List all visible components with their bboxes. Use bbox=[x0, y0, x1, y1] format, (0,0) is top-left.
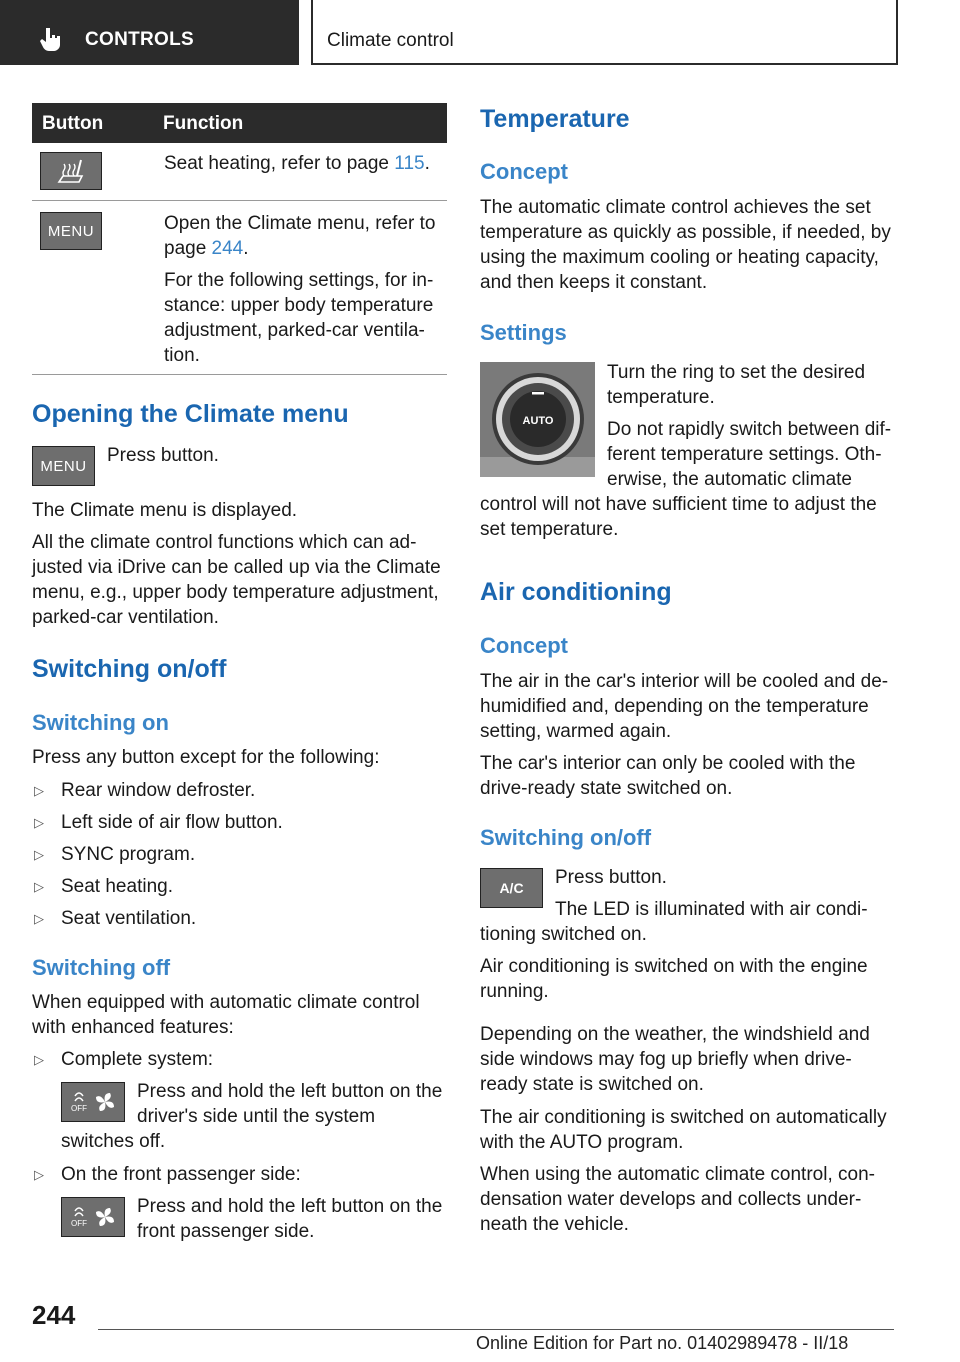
page-link-244[interactable]: 244 bbox=[211, 238, 244, 259]
bullet-triangle-icon: ▷ bbox=[34, 783, 44, 798]
chapter-tab bbox=[311, 0, 898, 65]
rapid-line4: control will not have sufficient time to adjust the bbox=[480, 494, 877, 515]
rapid-line1: Do not rapidly switch between dif- bbox=[607, 419, 892, 440]
menu-button-icon: MENU bbox=[32, 446, 95, 486]
concept1-line2: temperature as quickly as possible, if needed, by bbox=[480, 222, 891, 243]
settings-heading: Settings bbox=[480, 320, 567, 345]
equipped-line2: with enhanced features: bbox=[32, 1017, 234, 1038]
turn-line2: temperature. bbox=[607, 387, 715, 408]
auto-program-line2: with the AUTO program. bbox=[480, 1132, 684, 1153]
turn-line1: Turn the ring to set the desired bbox=[607, 362, 866, 383]
led-line2: tioning switched on. bbox=[480, 924, 647, 945]
list-item: Rear window defroster. bbox=[61, 780, 256, 801]
bullet-triangle-icon: ▷ bbox=[34, 815, 44, 830]
row2-note-3: adjustment, parked-car ventila- bbox=[164, 320, 425, 341]
concept2-line3: setting, warmed again. bbox=[480, 721, 672, 742]
all-functions-line2: justed via iDrive can be called up via the Climate bbox=[32, 557, 441, 578]
bullet-triangle-icon: ▷ bbox=[34, 1052, 44, 1067]
auto-label: AUTO bbox=[522, 415, 554, 427]
auto-program-line1: The air conditioning is switched on automatically bbox=[480, 1107, 887, 1128]
table-header bbox=[32, 103, 447, 143]
hand-pointer-icon bbox=[38, 26, 64, 52]
condensation-line3: neath the vehicle. bbox=[480, 1214, 629, 1235]
list-item: Seat heating. bbox=[61, 876, 173, 897]
menu-button-icon: MENU bbox=[40, 212, 102, 250]
list-item: Left side of air flow button. bbox=[61, 812, 283, 833]
bullet-triangle-icon: ▷ bbox=[34, 911, 44, 926]
air-conditioning-heading: Air conditioning bbox=[480, 578, 672, 606]
col-function-header: Function bbox=[163, 113, 244, 134]
opening-climate-menu-heading: Opening the Climate menu bbox=[32, 400, 349, 428]
footer-rule bbox=[98, 1329, 894, 1330]
bullet-triangle-icon: ▷ bbox=[34, 847, 44, 862]
cooled-line1: The car's interior can only be cooled with the bbox=[480, 753, 856, 774]
concept1-line3: using the maximum cooling or heating capacity, bbox=[480, 247, 879, 268]
rapid-line2: ferent temperature settings. Oth- bbox=[607, 444, 882, 465]
row2-suffix: . bbox=[243, 238, 249, 259]
front-line1: Press and hold the left button on the bbox=[137, 1196, 443, 1217]
menu-displayed-text: The Climate menu is displayed. bbox=[32, 500, 298, 521]
press-any-text: Press any button except for the following: bbox=[32, 747, 380, 768]
weather-line1: Depending on the weather, the windshield and bbox=[480, 1024, 870, 1045]
bullet-triangle-icon: ▷ bbox=[34, 1167, 44, 1182]
row2-text: Open the Climate menu, refer to bbox=[164, 213, 436, 234]
equipped-line1: When equipped with automatic climate control bbox=[32, 992, 420, 1013]
row2-note-1: For the following settings, for in- bbox=[164, 270, 434, 291]
ac-press-button-text: Press button. bbox=[555, 867, 667, 888]
press-button-text: Press button. bbox=[107, 445, 219, 466]
edition-text: Online Edition for Part no. 01402989478 - II/18 bbox=[476, 1333, 849, 1353]
concept-heading: Concept bbox=[480, 159, 568, 184]
condensation-line1: When using the automatic climate control, con- bbox=[480, 1164, 875, 1185]
front-line2: front passenger side. bbox=[137, 1221, 315, 1242]
complete-line3: switches off. bbox=[61, 1131, 166, 1152]
switching-on-heading: Switching on bbox=[32, 710, 169, 735]
page-link-115[interactable]: 115 bbox=[394, 153, 425, 174]
seat-heating-icon bbox=[40, 152, 102, 190]
section-tab bbox=[0, 0, 299, 65]
row2-note-4: tion. bbox=[164, 345, 200, 366]
weather-line3: ready state is switched on. bbox=[480, 1074, 704, 1095]
table-bottom-rule bbox=[32, 374, 447, 375]
all-functions-line4: parked-car ventilation. bbox=[32, 607, 219, 628]
condensation-line2: densation water develops and collects under- bbox=[480, 1189, 862, 1210]
row2-note-2: stance: upper body temperature bbox=[164, 295, 434, 316]
concept1-line1: The automatic climate control achieves the set bbox=[480, 197, 871, 218]
engine-line2: running. bbox=[480, 981, 549, 1002]
ac-button-icon: A/C bbox=[480, 868, 543, 908]
fan-off-button-icon bbox=[61, 1197, 125, 1237]
list-item: SYNC program. bbox=[61, 844, 196, 865]
rapid-line3: erwise, the automatic climate bbox=[607, 469, 852, 490]
page-number: 244 bbox=[32, 1300, 76, 1330]
all-functions-line3: menu, e.g., upper body temperature adjustment, bbox=[32, 582, 439, 603]
concept1-line4: and then keeps it constant. bbox=[480, 272, 708, 293]
concept-heading: Concept bbox=[480, 633, 568, 658]
list-item: Seat ventilation. bbox=[61, 908, 197, 929]
complete-line1: Press and hold the left button on the bbox=[137, 1081, 443, 1102]
temperature-heading: Temperature bbox=[480, 105, 630, 133]
concept2-line2: humidified and, depending on the temperature bbox=[480, 696, 869, 717]
fan-off-button-icon bbox=[61, 1082, 125, 1122]
row1-suffix: . bbox=[424, 153, 430, 174]
section-title: CONTROLS bbox=[85, 29, 195, 50]
front-passenger-text: On the front passenger side: bbox=[61, 1164, 301, 1185]
weather-line2: side windows may fog up briefly when drive- bbox=[480, 1049, 852, 1070]
concept2-line1: The air in the car's interior will be cooled and de- bbox=[480, 671, 889, 692]
table-divider bbox=[32, 200, 447, 201]
col-button-header: Button bbox=[42, 113, 104, 134]
row1-text bbox=[164, 151, 430, 176]
off-label: OFF bbox=[71, 1219, 87, 1228]
rapid-line5: set temperature. bbox=[480, 519, 619, 540]
cooled-line2: drive-ready state switched on. bbox=[480, 778, 733, 799]
row1-label: Seat heating, refer to page bbox=[164, 153, 395, 174]
temperature-dial-image bbox=[480, 362, 595, 477]
row2-text2 bbox=[164, 236, 249, 261]
off-label: OFF bbox=[71, 1104, 87, 1113]
row2-label: page bbox=[164, 238, 212, 259]
switching-on-off-heading: Switching on/off bbox=[32, 655, 227, 683]
complete-line2: driver's side until the system bbox=[137, 1106, 376, 1127]
switching-off-heading: Switching off bbox=[32, 955, 171, 980]
led-line1: The LED is illuminated with air condi- bbox=[555, 899, 868, 920]
ac-switching-heading: Switching on/off bbox=[480, 825, 652, 850]
all-functions-line1: All the climate control functions which can ad- bbox=[32, 532, 417, 553]
bullet-triangle-icon: ▷ bbox=[34, 879, 44, 894]
complete-system-text: Complete system: bbox=[61, 1049, 214, 1070]
chapter-title: Climate control bbox=[327, 30, 454, 51]
engine-line1: Air conditioning is switched on with the engine bbox=[480, 956, 868, 977]
